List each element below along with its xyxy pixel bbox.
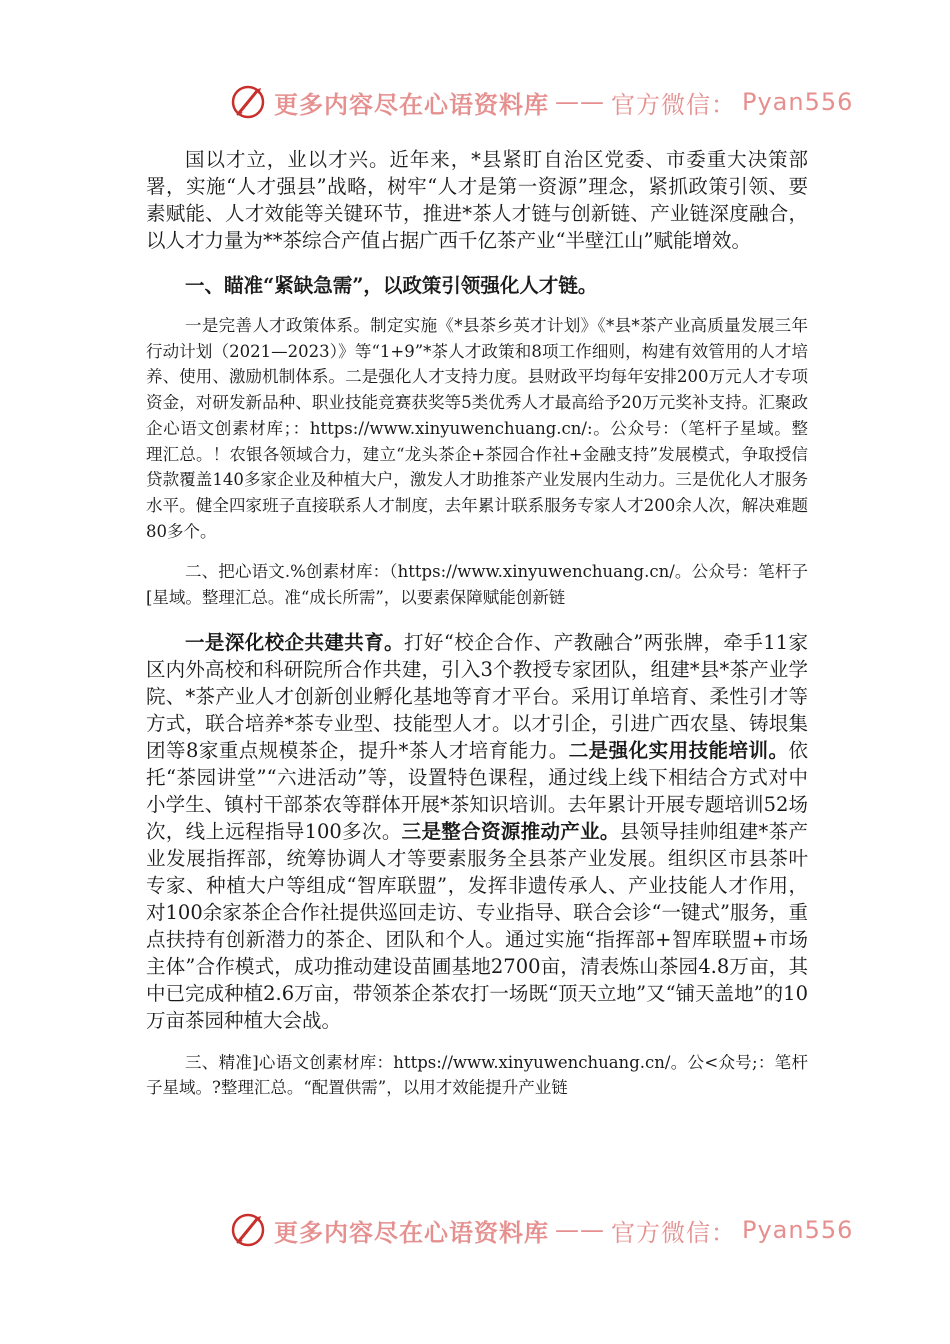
watermark-wechat-label: 官方微信： bbox=[611, 90, 736, 119]
watermark-wechat-id: Pyan556 bbox=[742, 1216, 854, 1244]
watermark-dash: —— bbox=[555, 88, 605, 116]
section-2-point-3-text: 县领导挂帅组建*茶产业发展指挥部，统筹协调人才等要素服务全县茶产业发展。组织区市县茶叶专家、种植大户等组成“智库联盟”，发挥非遗传承人、产业技能人才作用，对100余家茶企合作社提供巡回走访、专业指导、联合会诊“一键式”服务，重点扶持有创新潜力的茶企、团队和个人。通过实施“指挥部+智库联盟+市场主体”合作模式，成功推动建设苗圃基地2700亩，清表炼山茶园4.8万亩，其中已完成种植2.6万亩，带领茶企茶农打一场既“顶天立地”又“铺天盖地”的10万亩茶园种植大会战。 bbox=[146, 819, 808, 1032]
watermark-brand: 更多内容尽在心语资料库 bbox=[274, 90, 549, 119]
section-heading-2: 二、把心语文.%创素材库：（https://www.xinyuwenchuang.cn/。公众号：笔杆子[星域。整理汇总。准“成长所需”，以要素保障赋能创新链 bbox=[146, 562, 808, 608]
watermark-wechat-label: 官方微信： bbox=[611, 1218, 736, 1247]
section-2-point-1-title: 一是深化校企共建共育。 bbox=[185, 630, 405, 654]
document-body bbox=[146, 146, 808, 1101]
watermark-footer bbox=[228, 1208, 853, 1252]
section-1-paragraph: 一是完善人才政策体系。制定实施《*县茶乡英才计划》《*县*茶产业高质量发展三年行动计划（2021—2023）》等“1+9”*茶人才政策和8项工作细则，构建有效管用的人才培养、使用、激励机制体系。二是强化人才支持力度。县财政平均每年安排200万元人才专项资金，对研发新品种、职业技能竞赛获奖等5类优秀人才最高给予20万元奖补支持。汇聚政企心语文创素材库；：https://www.xinyuwenchuang.cn/:。公众号：（笔杆子星域。整理汇总。！农银各领域合力，建立“龙头茶企+茶园合作社+金融支持”发展模式，争取授信贷款覆盖140多家企业及种植大户，激发人才助推茶产业发展内生动力。三是优化人才服务水平。健全四家班子直接联系人才制度，去年累计联系服务专家人才200余人次，解决难题80多个。 bbox=[146, 316, 808, 541]
section-2-point-2-text: 依托“茶园讲堂”“六进活动”等，设置特色课程，通过线上线下相结合方式对中小学生、镇村干部茶农等群体开展*茶知识培训。去年累计开展专题培训52场次，线上远程指导100多次。 bbox=[146, 738, 808, 843]
section-2-point-1-text: 打好“校企合作、产教融合”两张牌，牵手11家区内外高校和科研院所合作共建，引入3个教授专家团队，组建*县*茶产业学院、*茶产业人才创新创业孵化基地等育才平台。采用订单培育、柔性引才等方式，联合培养*茶专业型、技能型人才。以才引企，引进广西农垦、铸垠集团等8家重点规模茶企，提升*茶人才培育能力。 bbox=[146, 630, 808, 762]
watermark-wechat-id: Pyan556 bbox=[742, 88, 854, 116]
intro-paragraph: 国以才立，业以才兴。近年来，*县紧盯自治区党委、市委重大决策部署，实施“人才强县”战略，树牢“人才是第一资源”理念，紧抓政策引领、要素赋能、人才效能等关键环节，推进*茶人才链与创新链、产业链深度融合，以人才力量为**茶综合产值占据广西千亿茶产业“半壁江山”赋能增效。 bbox=[146, 148, 808, 252]
section-heading-3: 三、精准]心语文创素材库：https://www.xinyuwenchuang.cn/。公<众号;：笔杆子星域。?整理汇总。“配置供需”，以用才效能提升产业链 bbox=[146, 1052, 808, 1098]
section-2-point-3-title: 三是整合资源推动产业。 bbox=[401, 819, 620, 843]
section-2-point-2-title: 二是强化实用技能培训。 bbox=[568, 738, 789, 762]
pen-logo-icon bbox=[228, 1210, 268, 1250]
section-heading-1: 一、瞄准“紧缺急需”，以政策引领强化人才链。 bbox=[185, 274, 598, 297]
watermark-brand: 更多内容尽在心语资料库 bbox=[274, 1218, 549, 1247]
watermark-header bbox=[228, 80, 853, 124]
watermark-dash: —— bbox=[555, 1216, 605, 1244]
pen-logo-icon bbox=[228, 82, 268, 122]
section-2-paragraph bbox=[146, 629, 808, 1034]
